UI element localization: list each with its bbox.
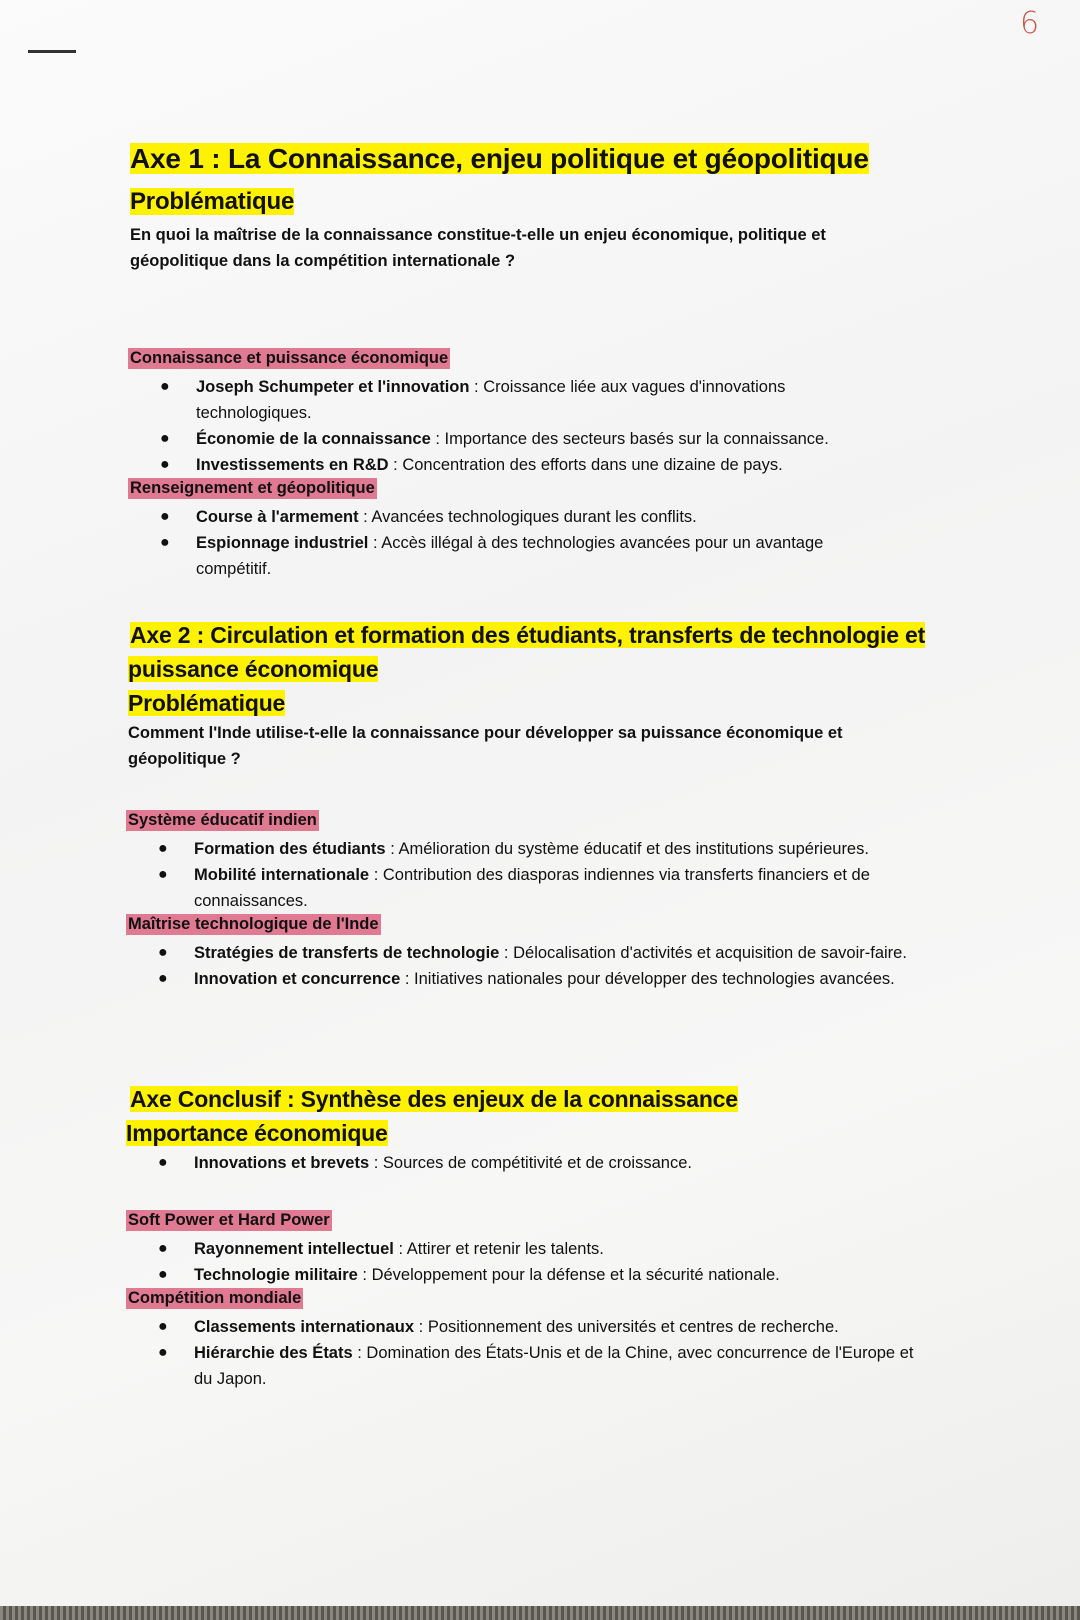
- section-list: [128, 836, 968, 914]
- item-text: : Contribution des diasporas indiennes via transferts financiers et de connaissances.: [194, 866, 870, 910]
- axe-2-title-line2: [128, 656, 378, 683]
- table-surface: [0, 1606, 1080, 1620]
- section-list: [128, 1314, 918, 1392]
- bullet-icon: ●: [160, 378, 170, 395]
- list-item: [128, 1150, 948, 1176]
- bullet-icon: ●: [160, 430, 170, 447]
- item-text: : Croissance liée aux vagues d'innovations technologiques.: [196, 378, 786, 422]
- bullet-icon: ●: [158, 1266, 168, 1283]
- bullet-icon: ●: [158, 1344, 168, 1361]
- item-text: : Développement pour la défense et la sécurité nationale.: [357, 1266, 780, 1284]
- section-list: [128, 1236, 948, 1288]
- item-term: Investissements en R&D: [196, 456, 389, 474]
- axe-2-title-line1-text: Axe 2 : Circulation et formation des étudiants, transferts de technologie et: [130, 622, 926, 648]
- item-text: : Sources de compétitivité et de croissance.: [369, 1154, 692, 1172]
- axe-2-problem-text: Comment l'Inde utilise-t-elle la connaissance pour développer sa puissance économique et géopolitique ?: [128, 724, 843, 768]
- list-item: [130, 426, 900, 452]
- axe-2-title-line1: [130, 622, 925, 649]
- list-item: [130, 452, 900, 478]
- item-text: : Concentration des efforts dans une dizaine de pays.: [388, 456, 783, 474]
- list-item: [128, 1314, 918, 1340]
- axe-conclusif-subtitle: [126, 1120, 388, 1147]
- item-text: : Importance des secteurs basés sur la connaissance.: [430, 430, 829, 448]
- item-term: Course à l'armement: [196, 508, 359, 526]
- item-term: Stratégies de transferts de technologie: [194, 944, 500, 962]
- bullet-icon: ●: [158, 970, 168, 987]
- item-term: Hiérarchie des États: [194, 1344, 353, 1362]
- section-list: [128, 1150, 948, 1176]
- bullet-icon: ●: [160, 508, 170, 525]
- item-text: : Attirer et retenir les talents.: [393, 1240, 604, 1258]
- bullet-icon: ●: [160, 456, 170, 473]
- section-list: [130, 374, 900, 478]
- item-term: Joseph Schumpeter et l'innovation: [196, 378, 470, 396]
- item-term: Technologie militaire: [194, 1266, 358, 1284]
- item-term: Innovation et concurrence: [194, 970, 401, 988]
- list-item: [128, 1340, 918, 1392]
- item-text: : Initiatives nationales pour développer des technologies avancées.: [400, 970, 895, 988]
- section-label: Renseignement et géopolitique: [130, 479, 375, 497]
- axe-1-problem-heading-text: Problématique: [130, 188, 295, 215]
- axe-1-title-text: Axe 1 : La Connaissance, enjeu politique et géopolitique: [130, 143, 869, 174]
- item-text: : Domination des États-Unis et de la Chine, avec concurrence de l'Europe et du Japon.: [194, 1344, 914, 1388]
- list-item: [128, 966, 948, 992]
- section-list: [130, 504, 900, 582]
- list-item: [128, 862, 968, 914]
- item-text: : Délocalisation d'activités et acquisition de savoir-faire.: [499, 944, 907, 962]
- axe-conclusif-subtitle-text: Importance économique: [126, 1120, 388, 1146]
- list-item: [128, 836, 968, 862]
- item-text: : Avancées technologiques durant les conflits.: [358, 508, 697, 526]
- item-term: Espionnage industriel: [196, 534, 369, 552]
- axe-conclusif-title: [130, 1086, 738, 1113]
- list-item: [128, 1262, 948, 1288]
- pen-mark: [28, 50, 76, 53]
- item-text: : Positionnement des universités et centres de recherche.: [414, 1318, 839, 1336]
- axe-1-title: [130, 143, 869, 175]
- list-item: [128, 1236, 948, 1262]
- item-term: Innovations et brevets: [194, 1154, 370, 1172]
- item-term: Économie de la connaissance: [196, 430, 431, 448]
- axe-2-title-line2-text: puissance économique: [128, 656, 379, 682]
- section-list: [128, 940, 948, 992]
- bullet-icon: ●: [158, 866, 168, 883]
- item-term: Rayonnement intellectuel: [194, 1240, 394, 1258]
- item-term: Mobilité internationale: [194, 866, 370, 884]
- axe-conclusif-title-text: Axe Conclusif : Synthèse des enjeux de la connaissance: [130, 1086, 738, 1112]
- bullet-icon: ●: [158, 1240, 168, 1257]
- section-label: Système éducatif indien: [128, 811, 317, 829]
- bullet-icon: ●: [158, 944, 168, 961]
- item-term: Classements internationaux: [194, 1318, 415, 1336]
- section-label: Connaissance et puissance économique: [130, 349, 449, 367]
- axe-2-problem-heading-text: Problématique: [128, 690, 286, 716]
- section-label: Soft Power et Hard Power: [128, 1211, 330, 1229]
- list-item: [130, 530, 900, 582]
- list-item: [128, 940, 948, 966]
- axe-2-problem-heading: [128, 690, 285, 717]
- bullet-icon: ●: [158, 1154, 168, 1171]
- bullet-icon: ●: [158, 840, 168, 857]
- bullet-icon: ●: [160, 534, 170, 551]
- item-text: : Accès illégal à des technologies avancées pour un avantage compétitif.: [196, 534, 824, 578]
- section-label: Compétition mondiale: [128, 1289, 302, 1307]
- page-number: 6: [1020, 6, 1040, 41]
- list-item: [130, 374, 900, 426]
- axe-1-problem-text: En quoi la maîtrise de la connaissance constitue-t-elle un enjeu économique, politique et géopolitique dans la compétition internationale ?: [130, 226, 826, 270]
- section-label: Maîtrise technologique de l'Inde: [128, 915, 379, 933]
- list-item: [130, 504, 900, 530]
- item-text: : Amélioration du système éducatif et des institutions supérieures.: [385, 840, 869, 858]
- bullet-icon: ●: [158, 1318, 168, 1335]
- axe-1-problem-heading: [130, 188, 294, 216]
- item-term: Formation des étudiants: [194, 840, 386, 858]
